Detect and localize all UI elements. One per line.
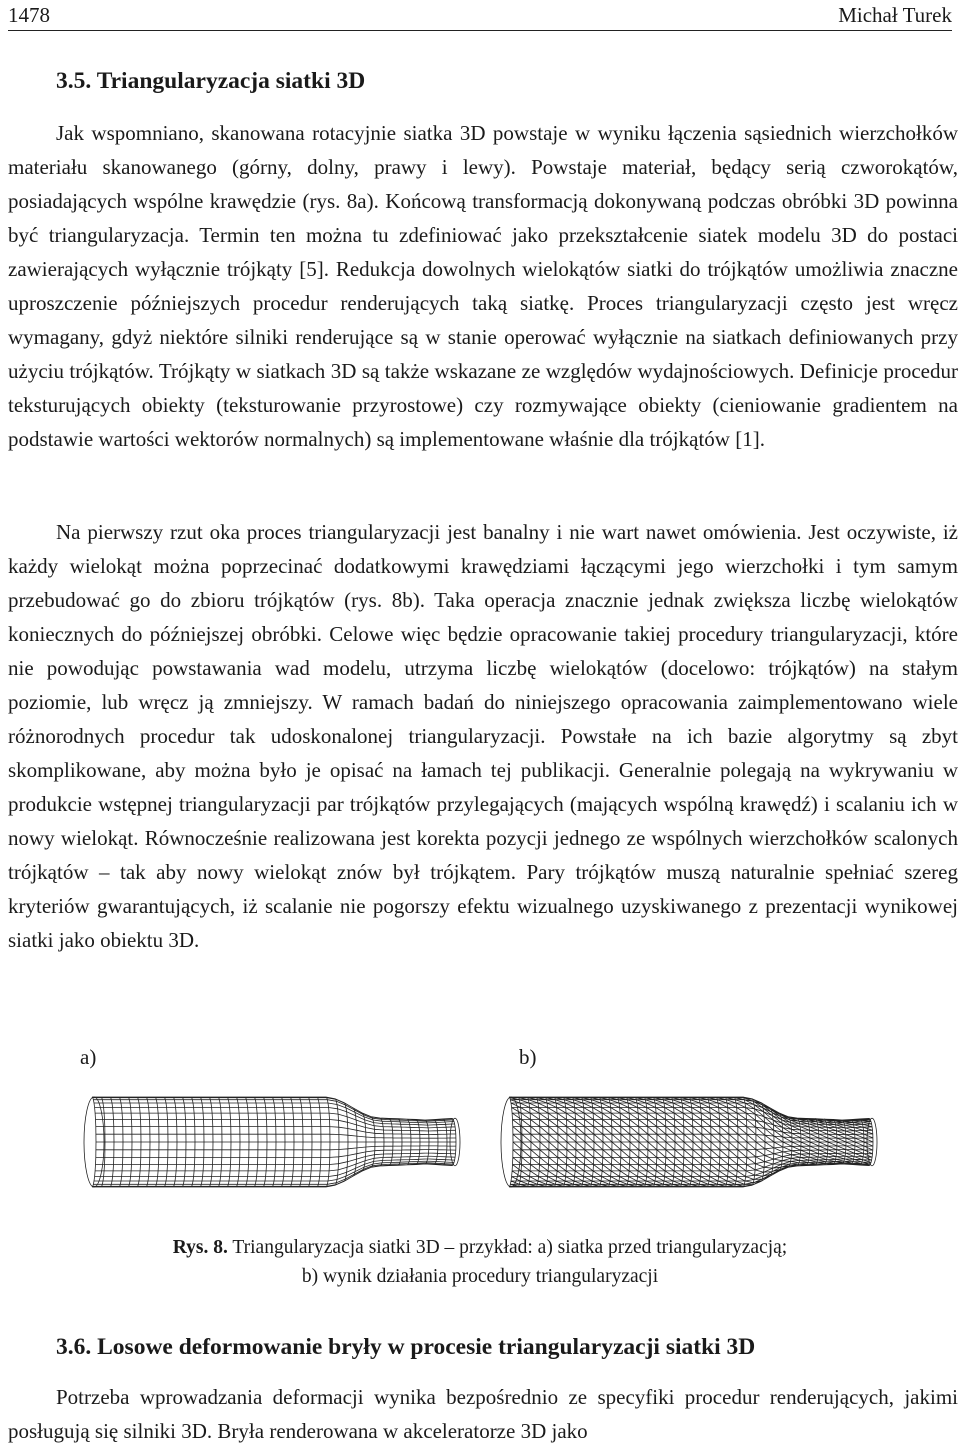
figure-label-b: b) bbox=[519, 1045, 537, 1069]
body-paragraph-3: Potrzeba wprowadzania deformacji wynika bezpośrednio ze specyfiki procedur renderujących, jakimi posługują się silniki 3D. Bryła renderowana w akceleratorze 3D jako bbox=[8, 1385, 958, 1443]
page-header bbox=[8, 0, 952, 31]
caption-label: Rys. 8. bbox=[172, 1237, 228, 1258]
figure-caption bbox=[0, 1237, 960, 1259]
figure-caption-line-2: b) wynik działania procedury triangularyzacji bbox=[301, 1266, 659, 1287]
quad-mesh-bottle-image bbox=[80, 1080, 475, 1205]
caption-line-1: Triangularyzacja siatki 3D – przykład: a) siatka przed triangularyzacją; bbox=[232, 1237, 788, 1258]
section-title-3-6: 3.6. Losowe deformowanie bryły w procesie triangularyzacji siatki 3D bbox=[56, 1334, 756, 1360]
figure-label-a: a) bbox=[80, 1045, 97, 1069]
triangulated-mesh-bottle-image bbox=[497, 1080, 892, 1205]
body-paragraph-2: Na pierwszy rzut oka proces triangularyzacji jest banalny i nie wart nawet omówienia. Jest oczywiste, iż każdy wielokąt można poprzecinać dodatkowymi krawędziami łączącymi jego wierzchołki i tym samym przebudować go do zbioru trójkątów (rys. 8b). Taka operacja znacznie jednak zwiększa liczbę wielokątów koniecznych do późniejszej obróbki. Celowe więc będzie opracowanie takiej procedury triangularyzacji, które nie powodując powstawania wad modelu, utrzyma liczbę wielokątów (docelowo: trójkątów) na stałym poziomie, lub wręcz ją zmniejszy. W ramach badań do niniejszego opracowania zaimplementowano wiele różnorodnych procedur tak udoskonalonej triangularyzacji. Powstałe na ich bazie algorytmy są zbyt skomplikowane, aby można było je opisać na łamach tej publikacji. Generalnie polegają na wykrywaniu w produkcie wstępnej triangularyzacji par trójkątów przylegających (mających wspólną krawędź) i scalaniu ich w nowy wielokąt. Równocześnie realizowana jest korekta pozycji jednego ze wspólnych wierzchołków scalonych trójkątów – tak aby nowy wielokąt znów był trójkątem. Pary trójkątów muszą naturalnie spełniać szereg kryteriów gwarantujących, iż scalanie nie pogorszy efektu wizualnego uzyskiwanego z prezentacji wynikowej siatki jako obiektu 3D. bbox=[8, 520, 958, 952]
page-number: 1478 bbox=[8, 3, 50, 27]
section-title-3-5: 3.5. Triangularyzacja siatki 3D bbox=[56, 68, 366, 94]
running-author: Michał Turek bbox=[838, 3, 952, 27]
body-paragraph-1: Jak wspomniano, skanowana rotacyjnie siatka 3D powstaje w wyniku łączenia sąsiednich wierzchołków materiału skanowanego (górny, dolny, prawy i lewy). Powstaje materiał, będący serią czworokątów, posiadających wspólne krawędzie (rys. 8a). Końcową transformacją dokonywaną podczas obróbki 3D powinna być triangularyzacja. Termin ten można tu zdefiniować jako przekształcenie siatek modelu 3D do postaci zawierających wyłącznie trójkąty [5]. Redukcja dowolnych wielokątów siatki do trójkątów umożliwia znaczne uproszczenie późniejszych procedur renderujących taką siatkę. Proces triangularyzacji często jest wręcz wymagany, gdyż niektóre silniki renderujące są w stanie operować wyłącznie na siatkach definiowanych przy użyciu trójkątów. Trójkąty w siatkach 3D są także wskazane ze względów wydajnościowych. Definicje procedur teksturujących obiekty (teksturowanie przyrostowe) czy rozmywające obiekty (cieniowanie gradientem na podstawie wartości wektorów normalnych) są implementowane właśnie dla trójkątów [1]. bbox=[8, 121, 958, 451]
